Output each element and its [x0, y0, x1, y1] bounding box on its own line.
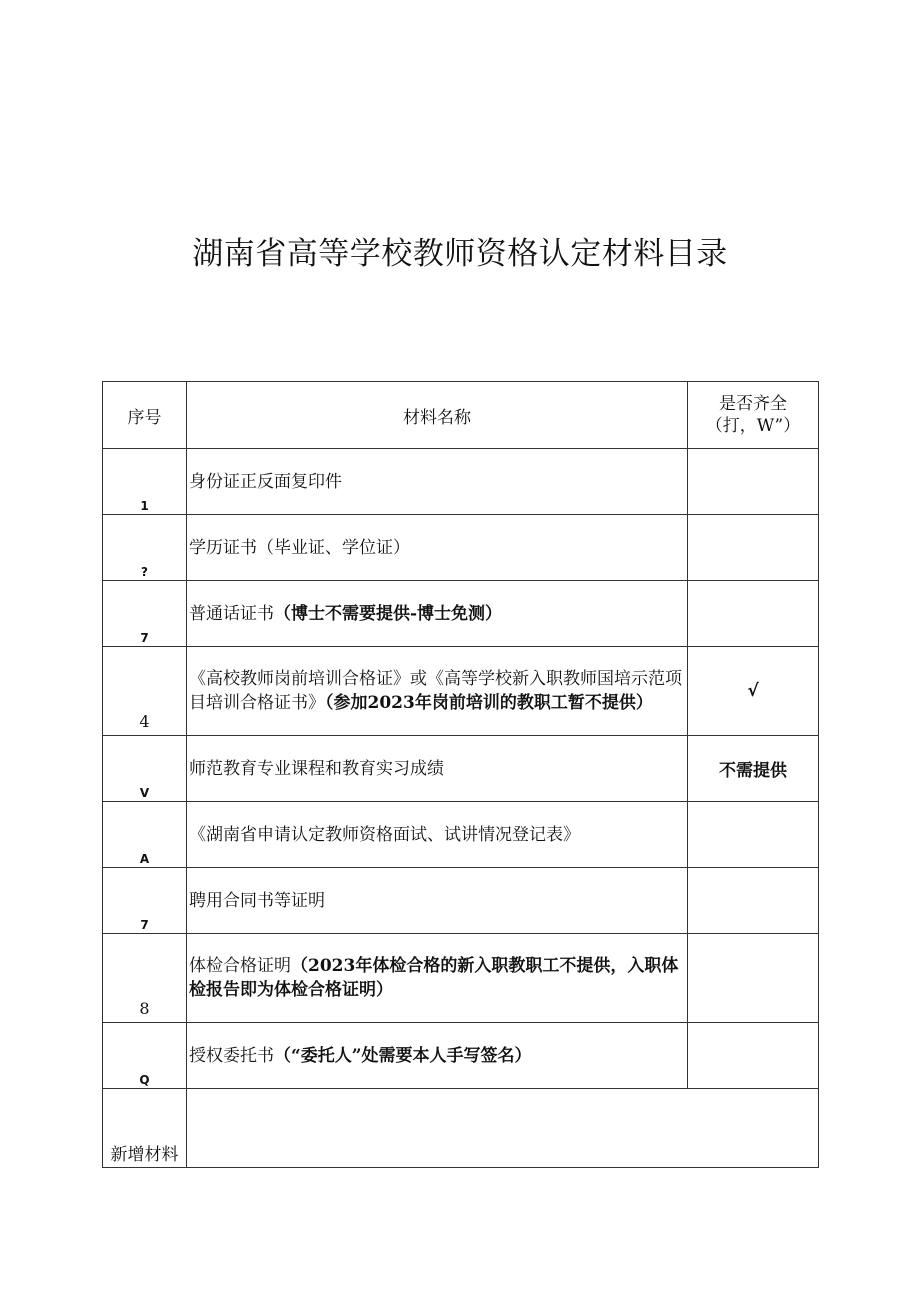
- row-seq-cell: [103, 449, 187, 515]
- table-row: [103, 934, 819, 1023]
- row-name: 体检合格证明: [189, 956, 291, 976]
- table-header-row: [103, 382, 819, 449]
- row-seq-cell: [103, 515, 187, 581]
- row-name-cell: [187, 934, 688, 1023]
- row-name-note: （博士不需要提供-博士免测）: [274, 603, 503, 624]
- row-name: 聘用合同书等证明: [189, 890, 325, 911]
- table-row: [103, 581, 819, 647]
- extra-materials-label: 新增材料: [103, 1089, 187, 1168]
- table-row: [103, 736, 819, 802]
- row-name-cell: [187, 802, 688, 868]
- row-name: 《高校教师岗前培训合格证》或《高等学校新入职教师国培示范项目培训合格证书》: [189, 669, 682, 713]
- row-complete-cell[interactable]: [688, 581, 819, 647]
- row-complete-cell[interactable]: [688, 449, 819, 515]
- row-seq: 1: [140, 499, 149, 513]
- row-name-cell: [187, 449, 688, 515]
- row-name-cell: [187, 581, 688, 647]
- row-complete-cell[interactable]: √: [688, 647, 819, 736]
- row-complete-cell[interactable]: [688, 802, 819, 868]
- row-name: 《湖南省申请认定教师资格面试、试讲情况登记表》: [189, 824, 580, 845]
- row-complete-cell[interactable]: [688, 934, 819, 1023]
- row-name-cell: [187, 1023, 688, 1089]
- row-name: 身份证正反面复印件: [189, 471, 342, 492]
- header-name: 材料名称: [187, 382, 688, 449]
- row-name: 学历证书（毕业证、学位证）: [189, 537, 410, 558]
- row-seq-cell: [103, 647, 187, 736]
- row-seq: 7: [140, 918, 149, 932]
- row-name: 普通话证书: [189, 603, 274, 624]
- table-row: [103, 647, 819, 736]
- page-title: 湖南省高等学校教师资格认定材料目录: [192, 236, 728, 272]
- row-name-cell: [187, 515, 688, 581]
- row-complete-cell[interactable]: [688, 515, 819, 581]
- row-seq: 4: [139, 712, 150, 731]
- row-seq-cell: [103, 934, 187, 1023]
- header-complete-line1: 是否齐全: [719, 394, 787, 414]
- row-seq: 8: [139, 999, 150, 1018]
- table-row: [103, 1023, 819, 1089]
- row-seq: V: [139, 786, 150, 800]
- table-row: [103, 449, 819, 515]
- row-complete-cell[interactable]: [688, 868, 819, 934]
- materials-table: [102, 381, 819, 1168]
- header-complete-line2: （打，W”）: [705, 416, 801, 436]
- header-complete: [688, 382, 819, 449]
- row-seq: ?: [141, 565, 148, 579]
- row-name-cell: [187, 647, 688, 736]
- row-name-cell: [187, 868, 688, 934]
- row-complete-cell[interactable]: 不需提供: [688, 736, 819, 802]
- row-seq-cell: [103, 868, 187, 934]
- row-name-note: （参加2023年岗前培训的教职工暂不提供）: [325, 693, 653, 713]
- table-row: [103, 868, 819, 934]
- row-seq-cell: [103, 1023, 187, 1089]
- extra-materials-cell[interactable]: [187, 1089, 819, 1168]
- row-name-cell: [187, 736, 688, 802]
- row-name: 师范教育专业课程和教育实习成绩: [189, 758, 444, 779]
- row-name-note: （“委托人”处需要本人手写签名）: [274, 1045, 532, 1066]
- header-seq: 序号: [103, 382, 187, 449]
- row-seq: A: [139, 852, 150, 866]
- table-row: [103, 515, 819, 581]
- row-seq-cell: [103, 736, 187, 802]
- row-seq-cell: [103, 802, 187, 868]
- row-seq: 7: [140, 631, 149, 645]
- row-seq-cell: [103, 581, 187, 647]
- row-name-note: （2023年体检合格的新入职教职工不提供，入职体检报告即为体检合格证明）: [189, 956, 679, 1000]
- row-name: 授权委托书: [189, 1045, 274, 1066]
- table-row: [103, 802, 819, 868]
- row-complete-cell[interactable]: [688, 1023, 819, 1089]
- extra-materials-row: [103, 1089, 819, 1168]
- row-seq: Q: [139, 1073, 150, 1087]
